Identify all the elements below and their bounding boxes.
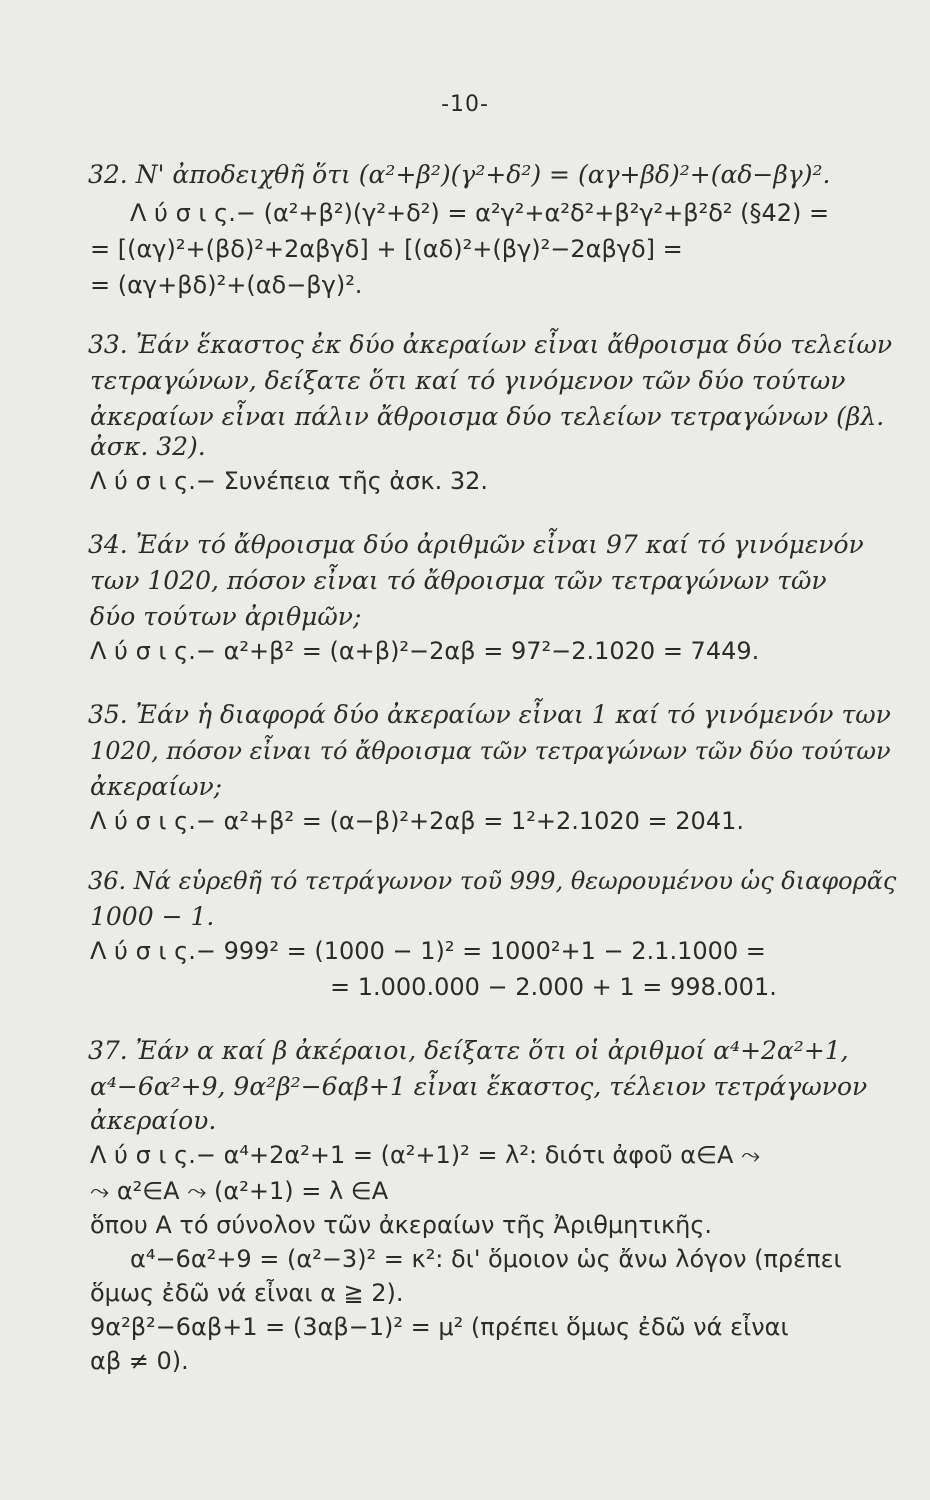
problem-35-statement-line: 1020, πόσον εἶναι τό ἄθροισμα τῶν τετραγώνων τῶν δύο τούτων [90, 737, 891, 765]
problem-37-statement-line: ἀκεραίου. [90, 1106, 217, 1135]
problem-34-solution: Λ ύ σ ι ς.− α²+β² = (α+β)²−2αβ = 97²−2.1020 = 7449. [90, 637, 760, 665]
problem-34-statement-line: δύο τούτων ἀριθμῶν; [90, 602, 362, 631]
problem-36-solution-line: = 1.000.000 − 2.000 + 1 = 998.001. [330, 973, 777, 1001]
problem-36-statement: 36. Νά εὑρεθῆ τό τετράγωνον τοῦ 999, θεωρουμένου ὡς διαφορᾶς [88, 867, 897, 895]
problem-37-solution-line: α⁴−6α²+9 = (α²−3)² = κ²: δι' ὅμοιον ὡς ἄνω λόγον (πρέπει [130, 1245, 842, 1273]
problem-35-statement-line: ἀκεραίων; [90, 772, 223, 801]
problem-32-statement: 32. Ν' ἀποδειχθῆ ὅτι (α²+β²)(γ²+δ²) = (αγ+βδ)²+(αδ−βγ)². [88, 160, 831, 189]
problem-32-solution: Λ ύ σ ι ς.− (α²+β²)(γ²+δ²) = α²γ²+α²δ²+β²γ²+β²δ² (§42) = [130, 199, 830, 227]
problem-33-statement-line: τετραγώνων, δείξατε ὅτι καί τό γινόμενον τῶν δύο τούτων [90, 366, 846, 395]
problem-33-solution: Λ ύ σ ι ς.− Συνέπεια τῆς ἀσκ. 32. [90, 467, 489, 495]
problem-33-statement-line: ἀκεραίων εἶναι πάλιν ἄθροισμα δύο τελείων τετραγώνων (βλ. [90, 402, 885, 431]
problem-37-solution-line: αβ ≠ 0). [90, 1347, 189, 1375]
problem-37-statement-line: α⁴−6α²+9, 9α²β²−6αβ+1 εἶναι ἕκαστος, τέλειον τετράγωνον [90, 1072, 868, 1101]
problem-33-statement: 33. Ἐάν ἕκαστος ἐκ δύο ἀκεραίων εἶναι ἄθροισμα δύο τελείων [88, 330, 893, 359]
problem-36-solution: Λ ύ σ ι ς.− 999² = (1000 − 1)² = 1000²+1 − 2.1.1000 = [90, 937, 766, 965]
problem-37-solution-line: ὅμως ἐδῶ νά εἶναι α ≧ 2). [90, 1279, 404, 1307]
problem-32-solution-line: = [(αγ)²+(βδ)²+2αβγδ] + [(αδ)²+(βγ)²−2αβγδ] = [90, 235, 683, 263]
page-number: -10- [441, 92, 489, 117]
problem-37-solution-line: ⤳ α²∈Α ⤳ (α²+1) = λ ∈Α [90, 1177, 389, 1205]
problem-37-statement: 37. Ἐάν α καί β ἀκέραιοι, δείξατε ὅτι οἱ ἀριθμοί α⁴+2α²+1, [88, 1036, 849, 1065]
problem-36-statement-line: 1000 − 1. [90, 902, 215, 931]
problem-33-statement-line: ἀσκ. 32). [90, 432, 206, 461]
problem-37-solution-line: ὅπου Α τό σύνολον τῶν ἀκεραίων τῆς Ἀριθμητικῆς. [90, 1211, 713, 1239]
problem-34-statement-line: των 1020, πόσον εἶναι τό ἄθροισμα τῶν τετραγώνων τῶν [90, 566, 827, 595]
problem-35-solution: Λ ύ σ ι ς.− α²+β² = (α−β)²+2αβ = 1²+2.1020 = 2041. [90, 807, 744, 835]
problem-32-solution-line: = (αγ+βδ)²+(αδ−βγ)². [90, 271, 363, 299]
problem-37-solution-line: 9α²β²−6αβ+1 = (3αβ−1)² = μ² (πρέπει ὅμως ἐδῶ νά εἶναι [90, 1313, 789, 1341]
problem-34-statement: 34. Ἐάν τό ἄθροισμα δύο ἀριθμῶν εἶναι 97 καί τό γινόμενόν [88, 530, 864, 559]
problem-37-solution: Λ ύ σ ι ς.− α⁴+2α²+1 = (α²+1)² = λ²: διότι ἀφοῦ α∈Α ⤳ [90, 1141, 761, 1169]
problem-35-statement: 35. Ἐάν ἡ διαφορά δύο ἀκεραίων εἶναι 1 καί τό γινόμενόν των [88, 700, 891, 729]
